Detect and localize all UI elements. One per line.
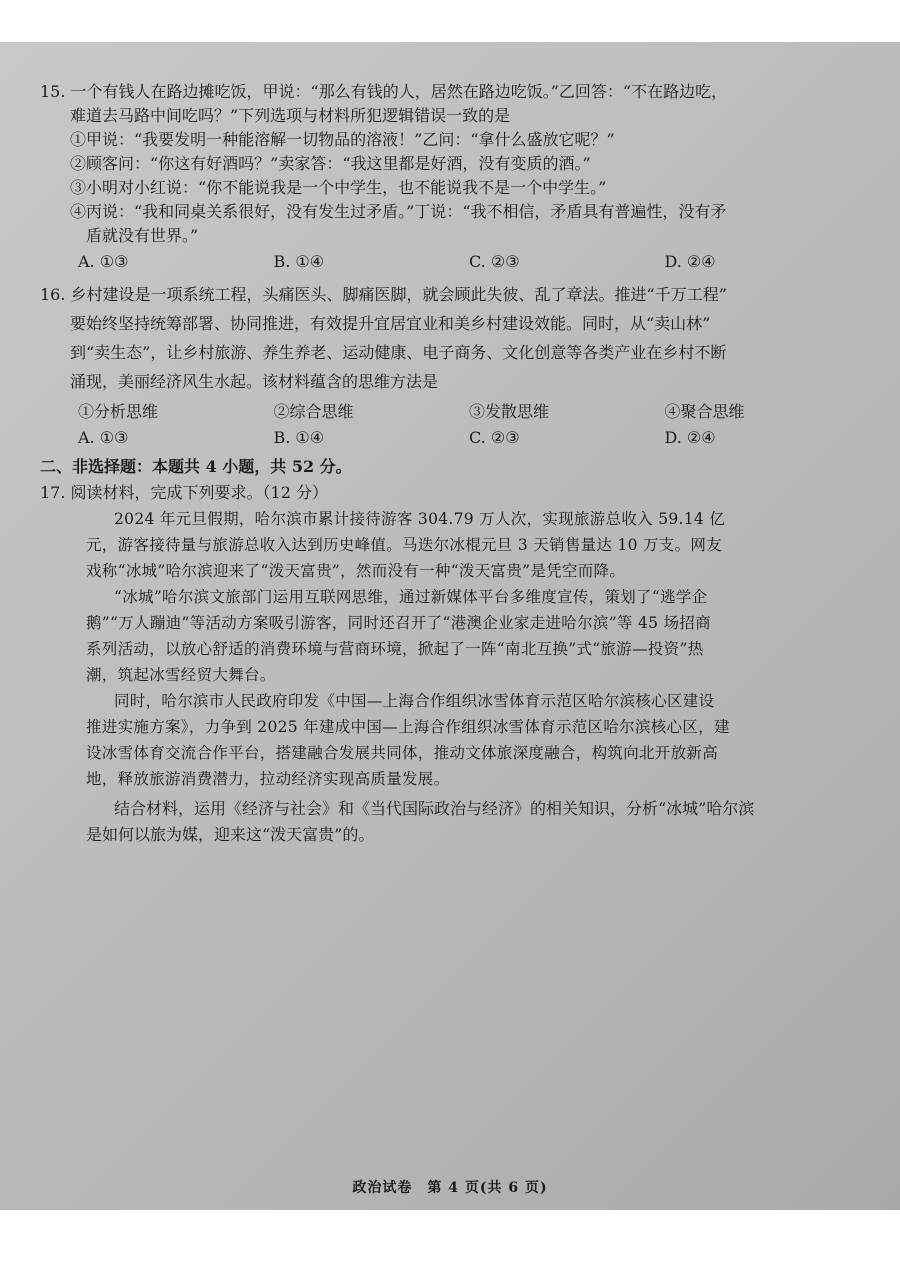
option-d: D. ②④ [664, 252, 716, 271]
q16-stem-line: 要始终坚持统筹部署、协同推进，有效提升宜居宜业和美乡村建设效能。同时，从“卖山林” [70, 314, 711, 333]
material-line: 鹅”“万人蹦迪”等活动方案吸引游客，同时还召开了“港澳企业家走进哈尔滨”等 45 场招商 [86, 614, 711, 632]
q16-options [40, 426, 860, 450]
material-paragraph-3 [40, 688, 860, 792]
q15-item-3: ③小明对小红说：“你不能说我是一个中学生，也不能说我不是一个中学生。” [70, 178, 607, 197]
question-15 [40, 80, 860, 274]
q16-stem-line: 到“卖生态”，让乡村旅游、养生养老、运动健康、电子商务、文化创意等各类产业在乡村不断 [70, 343, 727, 362]
material-line: 潮，筑起冰雪经贸大舞台。 [86, 666, 276, 684]
question-17 [40, 480, 860, 848]
task-line: 是如何以旅为媒，迎来这“泼天富贵”的。 [86, 825, 375, 844]
material-line: “冰城”哈尔滨文旅部门运用互联网思维，通过新媒体平台多维度宣传，策划了“逃学企 [114, 588, 708, 606]
material-line: 设冰雪体育交流合作平台，搭建融合发展共同体，推动文体旅深度融合，构筑向北开放新高 [86, 744, 719, 762]
option-b: B. ①④ [273, 428, 325, 447]
material-line: 系列活动，以放心舒适的消费环境与营商环境，掀起了一阵“南北互换”式“旅游—投资”热 [86, 640, 704, 658]
section-heading: 二、非选择题：本题共 4 小题，共 52 分。 [40, 457, 352, 476]
q16-choices [40, 400, 860, 424]
q15-item-4-continued: 盾就没有世界。” [86, 226, 199, 245]
q15-item-4: ④丙说：“我和同桌关系很好，没有发生过矛盾。”丁说：“我不相信，矛盾具有普遍性，没有矛 [70, 202, 727, 221]
material-line: 元，游客接待量与旅游总收入达到历史峰值。马迭尔冰棍元旦 3 天销售量达 10 万支。网友 [86, 536, 722, 554]
option-c: C. ②③ [469, 428, 520, 447]
option-c: C. ②③ [469, 252, 520, 271]
option-a: A. ①③ [78, 252, 129, 271]
exam-page [0, 42, 900, 1210]
material-paragraph-2 [40, 584, 860, 688]
option-d: D. ②④ [664, 428, 716, 447]
q15-item-2: ②顾客问：“你这有好酒吗？”卖家答：“我这里都是好酒，没有变质的酒。” [70, 154, 591, 173]
choice-2: ②综合思维 [273, 402, 354, 421]
q15-stem-line: 15. 一个有钱人在路边摊吃饭，甲说：“那么有钱的人，居然在路边吃饭。”乙回答：“不在路边吃， [40, 82, 728, 101]
question-16 [40, 280, 860, 450]
q17-task [40, 796, 860, 848]
q15-options [40, 250, 860, 274]
q15-stem-line: 难道去马路中间吃吗？”下列选项与材料所犯逻辑错误一致的是 [70, 106, 511, 125]
q15-item-1: ①甲说：“我要发明一种能溶解一切物品的溶液！”乙问：“拿什么盛放它呢？” [70, 130, 615, 149]
option-b: B. ①④ [273, 252, 325, 271]
material-paragraph-1 [40, 506, 860, 584]
q17-title: 17. 阅读材料，完成下列要求。（12 分） [40, 483, 328, 502]
page-footer: 政治试卷 第 4 页(共 6 页) [352, 1180, 548, 1196]
choice-4: ④聚合思维 [664, 402, 745, 421]
option-a: A. ①③ [78, 428, 129, 447]
page-content [40, 80, 860, 848]
material-line: 地，释放旅游消费潜力，拉动经济实现高质量发展。 [86, 770, 450, 788]
material-line: 戏称“冰城”哈尔滨迎来了“泼天富贵”，然而没有一种“泼天富贵”是凭空而降。 [86, 562, 626, 580]
choice-3: ③发散思维 [469, 402, 550, 421]
choice-1: ①分析思维 [78, 402, 159, 421]
q16-stem-line: 涌现，美丽经济风生水起。该材料蕴含的思维方法是 [70, 372, 439, 391]
q16-stem-line: 16. 乡村建设是一项系统工程，头痛医头、脚痛医脚，就会顾此失彼、乱了章法。推进“千万工程” [40, 285, 727, 304]
material-line: 同时，哈尔滨市人民政府印发《中国—上海合作组织冰雪体育示范区哈尔滨核心区建设 [114, 692, 715, 710]
material-line: 推进实施方案》，力争到 2025 年建成中国—上海合作组织冰雪体育示范区哈尔滨核心区，建 [86, 718, 730, 736]
material-line: 2024 年元旦假期，哈尔滨市累计接待游客 304.79 万人次，实现旅游总收入 59.14 亿 [114, 510, 726, 528]
task-line: 结合材料，运用《经济与社会》和《当代国际政治与经济》的相关知识，分析“冰城”哈尔滨 [114, 799, 755, 818]
